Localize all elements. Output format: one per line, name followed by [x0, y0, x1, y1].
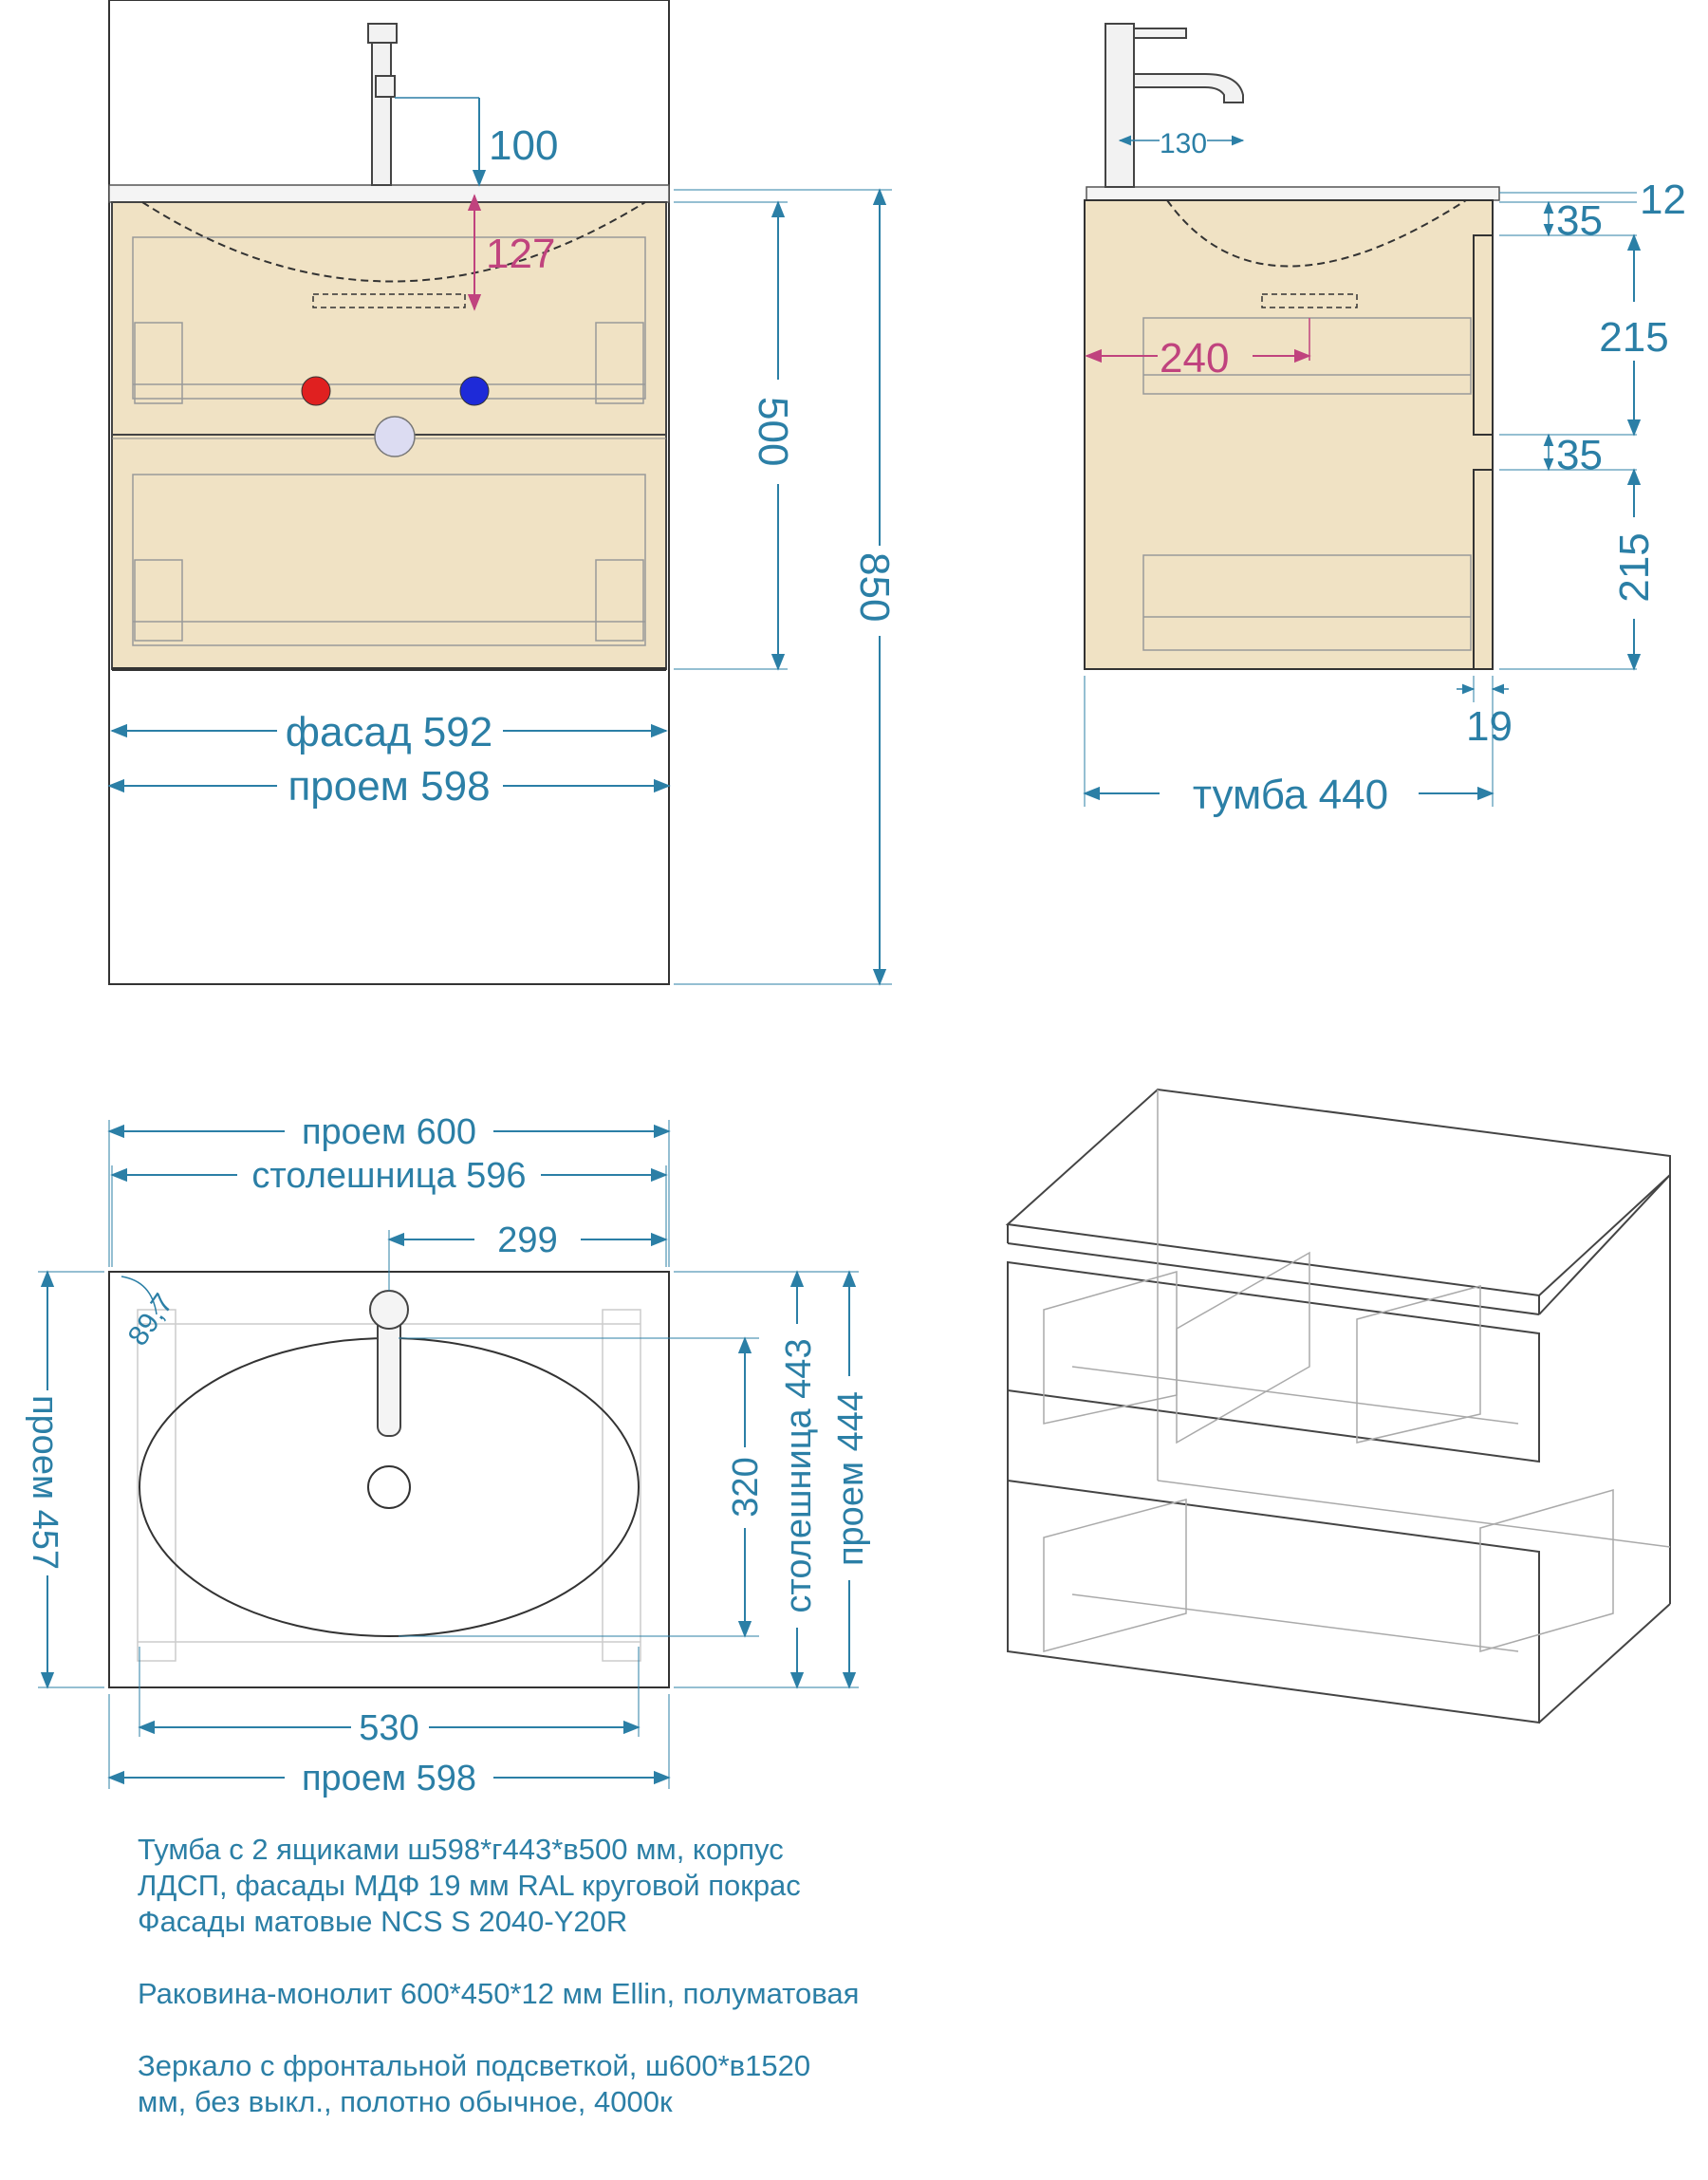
dim-bowl-width: 530	[359, 1708, 419, 1748]
front-faucet	[368, 24, 397, 185]
dim-opening-600: проем 600	[301, 1112, 477, 1152]
dim-countertop-443: столешница 443	[779, 1338, 819, 1613]
dim-drawer-bottom: 215	[1611, 532, 1658, 603]
dim-countertop-596: столешница 596	[251, 1156, 527, 1196]
dim-opening-598: проем 598	[301, 1759, 477, 1798]
note-cabinet: Тумба с 2 ящиками ш598*г443*в500 мм, корпус ЛДСП, фасады МДФ 19 мм RAL круговой покрас Фасады матовые NCS S 2040-Y20R	[138, 1833, 801, 1938]
dim-facade-width: фасад 592	[285, 709, 493, 755]
isometric-view	[1008, 1090, 1670, 1723]
dim-faucet-offset: 100	[489, 122, 559, 169]
side-cabinet	[1085, 200, 1493, 669]
side-countertop	[1086, 187, 1499, 200]
dim-drain-offset: 240	[1160, 335, 1230, 382]
dim-faucet-299: 299	[497, 1220, 558, 1260]
note-mirror: Зеркало с фронтальной подсветкой, ш600*в1520 мм, без выкл., полотно обычное, 4000к	[138, 2049, 811, 2118]
side-faucet	[1105, 24, 1243, 187]
front-view	[109, 0, 898, 984]
dim-faucet-reach: 130	[1159, 128, 1208, 159]
dim-gap-mid: 35	[1556, 432, 1603, 478]
dim-bowl-depth: 320	[726, 1457, 766, 1518]
spec-notes	[138, 1832, 1276, 2156]
dim-basin-depth: 127	[486, 231, 556, 277]
side-view	[1085, 24, 1686, 818]
dim-height-500: 500	[750, 397, 796, 467]
cold-water-icon	[460, 377, 489, 405]
dim-gap-top: 35	[1556, 197, 1603, 244]
dim-angle: 89,7	[121, 1288, 180, 1352]
dim-drawer-top: 215	[1599, 314, 1669, 361]
dim-opening-444: проем 444	[831, 1390, 871, 1567]
dim-depth-left: проем 457	[25, 1394, 65, 1571]
dim-top-thickness: 12	[1640, 177, 1686, 223]
dim-opening-width: проем 598	[288, 763, 491, 810]
dim-cabinet-depth: тумба 440	[1192, 772, 1389, 818]
dim-height-850: 850	[851, 552, 898, 623]
note-sink: Раковина-монолит 600*450*12 мм Ellin, полуматовая	[138, 1977, 860, 2010]
drain-hole	[368, 1466, 410, 1508]
drain-icon	[375, 417, 415, 456]
top-view	[25, 1112, 871, 1798]
dim-facade-thickness: 19	[1466, 703, 1513, 750]
front-countertop	[109, 185, 669, 202]
hot-water-icon	[302, 377, 330, 405]
